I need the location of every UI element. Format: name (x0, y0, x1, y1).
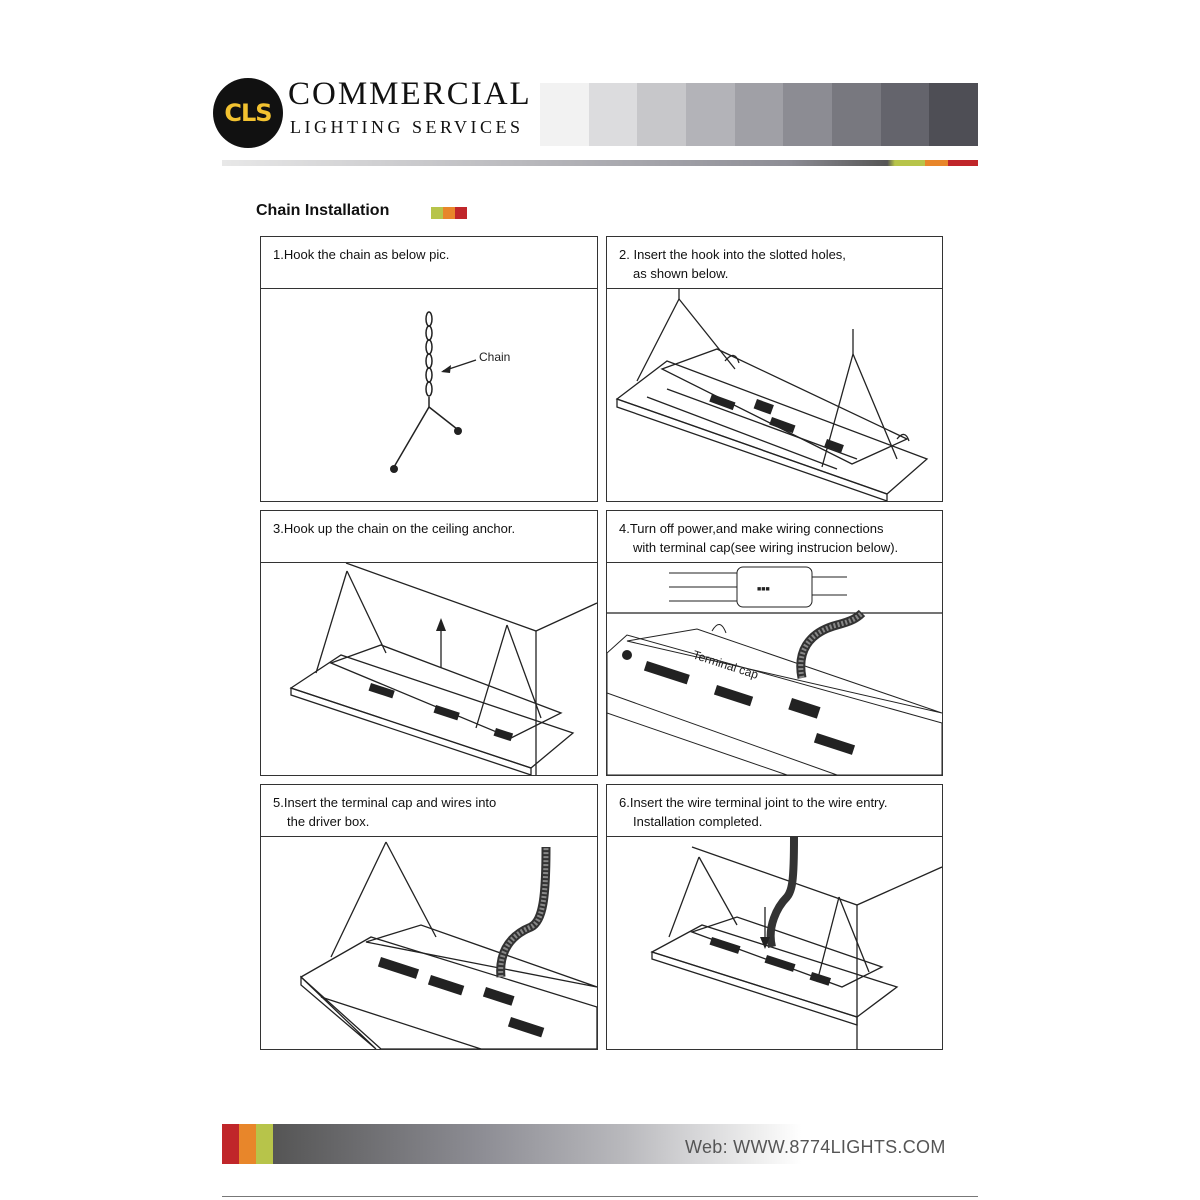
gradient-block (637, 83, 686, 146)
logo-text: CLS (224, 99, 272, 127)
step-6-heading (607, 785, 942, 837)
gradient-block (589, 83, 638, 146)
step-5-box (260, 784, 598, 1050)
step-2-box (606, 236, 943, 502)
footer-rule (222, 1196, 978, 1197)
step-3-figure (261, 563, 597, 775)
step-2-heading (607, 237, 942, 289)
step-2-text-line2: as shown below. (633, 266, 729, 281)
step-3-text: 3.Hook up the chain on the ceiling anchor. (273, 521, 516, 536)
title-color-swatch (431, 207, 467, 219)
chain-label: Chain (479, 350, 511, 364)
step-5-heading (261, 785, 597, 837)
step-4-figure (607, 563, 942, 775)
step-4-heading (607, 511, 942, 563)
step-1-figure (261, 289, 597, 501)
step-2-figure (607, 289, 942, 501)
swatch-block (455, 207, 467, 219)
step-4-text-line2: with terminal cap(see wiring instrucion below). (633, 540, 899, 555)
step-3-box (260, 510, 598, 776)
step-1-text: 1.Hook the chain as below pic. (273, 247, 450, 262)
step-5-figure (261, 837, 597, 1049)
gradient-block (832, 83, 881, 146)
gradient-block (540, 83, 589, 146)
brand-name-line2: LIGHTING SERVICES (290, 117, 524, 137)
step-4-text-line1: 4.Turn off power,and make wiring connections (619, 521, 884, 536)
svg-text:■■■: ■■■ (757, 586, 770, 593)
footer-color-block (256, 1124, 273, 1164)
logo (213, 78, 283, 148)
gradient-block (881, 83, 930, 146)
section-title: Chain Installation (256, 202, 390, 219)
step-5-text-line2: the driver box. (287, 814, 370, 829)
gradient-block (783, 83, 832, 146)
step-1-box (260, 236, 598, 502)
header-gradient-bar (540, 83, 978, 146)
gradient-block (686, 83, 735, 146)
swatch-block (431, 207, 443, 219)
header-divider (222, 160, 978, 166)
footer-color-block (222, 1124, 239, 1164)
step-3-heading (261, 511, 597, 563)
terminal-cap-label: Terminal cap (691, 647, 761, 682)
brand-name-line1: COMMERCIAL (288, 76, 532, 112)
step-4-box (606, 510, 943, 776)
step-6-box (606, 784, 943, 1050)
step-6-text-line2: Installation completed. (633, 814, 763, 829)
step-6-figure (607, 837, 942, 1049)
gradient-block (929, 83, 978, 146)
swatch-block (443, 207, 455, 219)
gradient-block (735, 83, 784, 146)
step-1-heading (261, 237, 597, 289)
step-6-text-line1: 6.Insert the wire terminal joint to the wire entry. (619, 795, 888, 810)
step-2-text-line1: 2. Insert the hook into the slotted holes, (619, 247, 846, 262)
footer-color-block (239, 1124, 256, 1164)
footer-website: Web: WWW.8774LIGHTS.COM (685, 1137, 946, 1157)
step-5-text-line1: 5.Insert the terminal cap and wires into (273, 795, 497, 810)
